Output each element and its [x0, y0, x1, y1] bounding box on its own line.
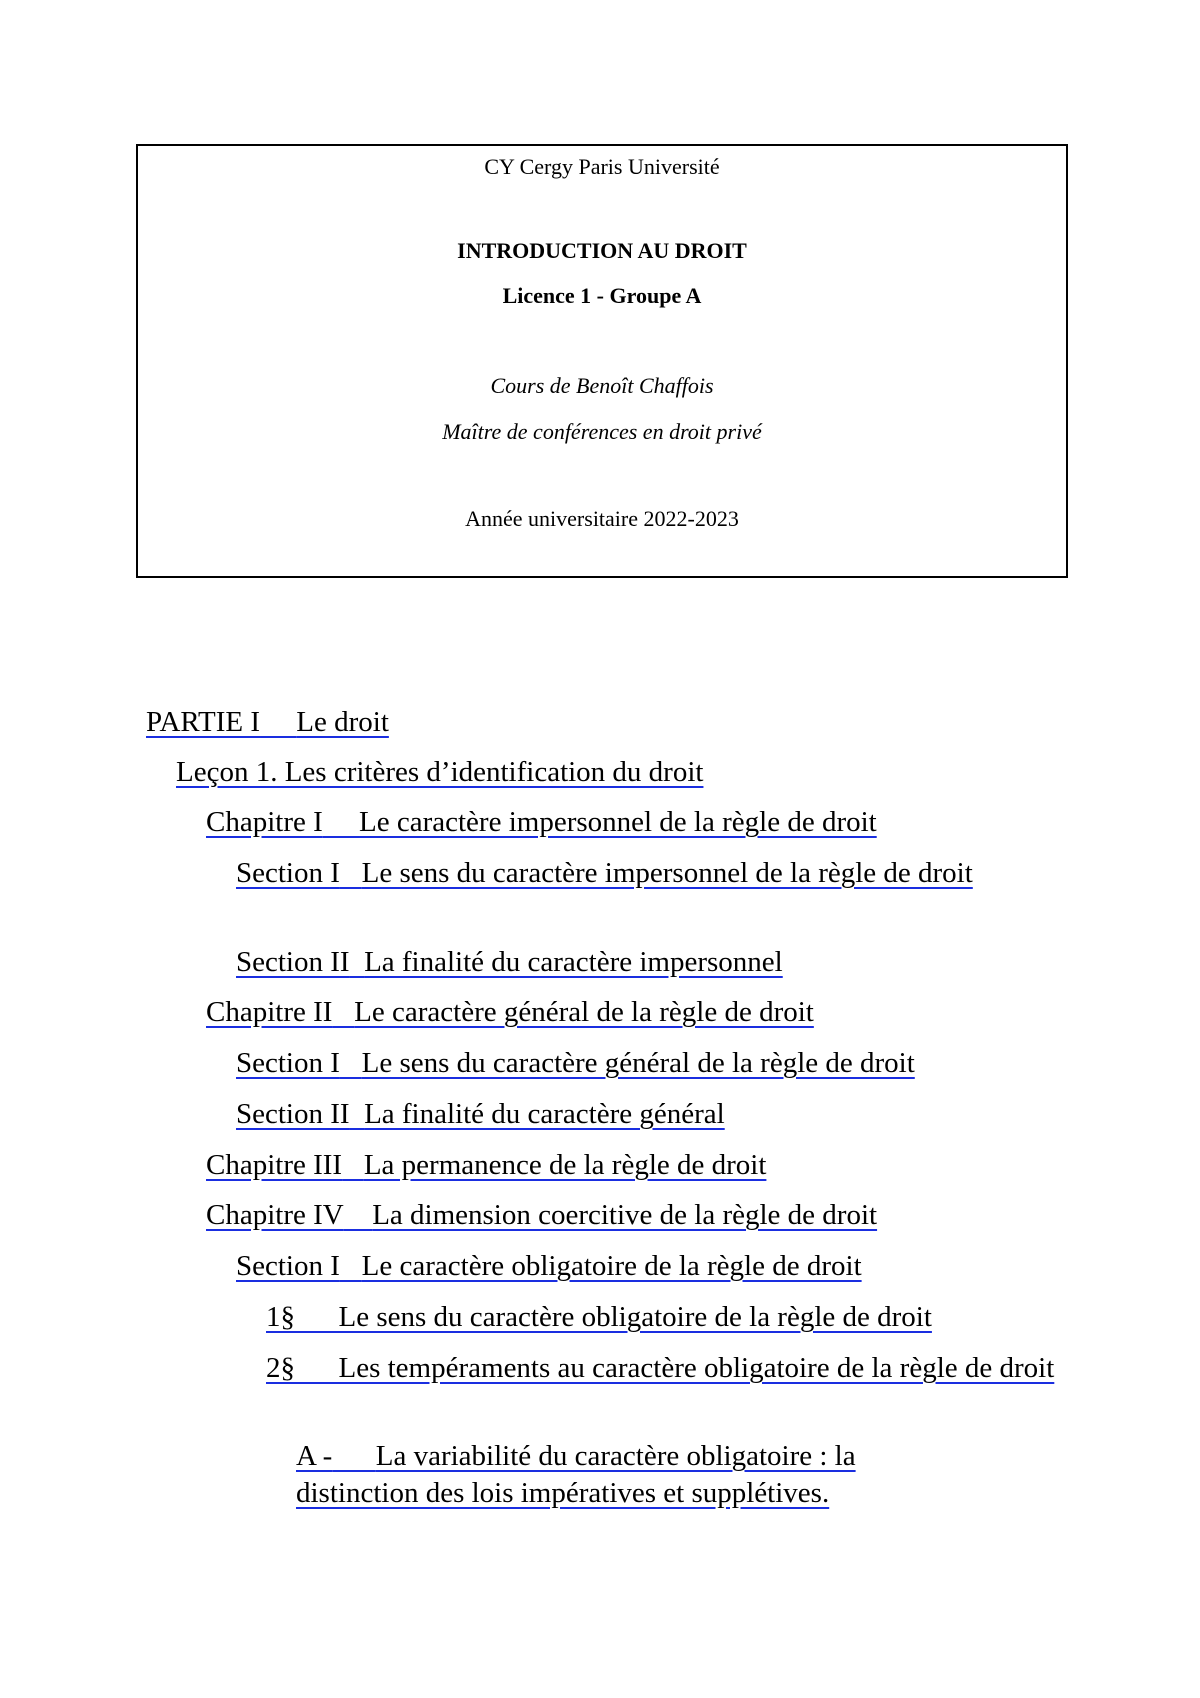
toc-entry-section: [236, 1045, 1056, 1082]
toc-entry-chapitre: [206, 1197, 1056, 1234]
toc-link[interactable]: [236, 857, 973, 889]
toc-entry-section: [236, 1096, 1036, 1133]
toc-title: Le caractère général de la règle de droit: [354, 996, 814, 1028]
toc-entry-chapitre: [206, 1147, 1056, 1184]
lecturer-role: Maître de conférences en droit privé: [442, 419, 762, 444]
toc-number: Chapitre III: [206, 1149, 343, 1181]
toc-title: Le sens du caractère impersonnel de la règle de droit: [361, 857, 973, 889]
toc-link[interactable]: [236, 1047, 915, 1079]
toc-title: La permanence de la règle de droit: [363, 1149, 767, 1181]
toc-title: Le droit: [296, 706, 389, 738]
toc-title: Les tempéraments au caractère obligatoire de la règle de droit: [338, 1352, 1055, 1384]
toc-number: 2§: [266, 1352, 295, 1384]
lecturer-name: Cours de Benoît Chaffois: [490, 373, 714, 398]
toc-entry-paragraph: [266, 1299, 1066, 1336]
toc-link[interactable]: [236, 1250, 862, 1282]
toc-entry-section: [236, 855, 1016, 892]
toc-link[interactable]: [236, 946, 783, 978]
toc-title: Le caractère impersonnel de la règle de droit: [359, 806, 877, 838]
university-name: CY Cergy Paris Université: [484, 154, 720, 179]
toc-number: Chapitre II: [206, 996, 333, 1028]
toc-number: 1§: [266, 1301, 295, 1333]
toc-entry-partie: [146, 704, 1046, 741]
toc-title: La dimension coercitive de la règle de droit: [372, 1199, 878, 1231]
title-box: [136, 144, 1068, 578]
toc-number: Section II: [236, 1098, 350, 1130]
course-title: INTRODUCTION AU DROIT: [457, 238, 747, 263]
toc-title: La finalité du caractère impersonnel: [364, 946, 783, 978]
toc-entry-chapitre: [206, 994, 1056, 1031]
toc-entry-lecon: [176, 754, 1076, 791]
toc-number: PARTIE I: [146, 706, 261, 738]
toc-entry-subparagraph: [296, 1438, 956, 1512]
toc-number: Section I: [236, 1047, 340, 1079]
toc-link[interactable]: [296, 1440, 856, 1509]
toc-entry-chapitre: [206, 804, 1056, 841]
toc-title: Le caractère obligatoire de la règle de droit: [361, 1250, 862, 1282]
toc-link[interactable]: [206, 1149, 766, 1181]
toc-title: La finalité du caractère général: [364, 1098, 725, 1130]
toc-link[interactable]: [206, 1199, 877, 1231]
toc-number: Section I: [236, 1250, 340, 1282]
toc-link[interactable]: [206, 996, 814, 1028]
toc-link[interactable]: [206, 806, 877, 838]
toc-number: A -: [296, 1440, 333, 1472]
toc-title: Leçon 1. Les critères d’identification du droit: [176, 756, 704, 788]
toc-link[interactable]: [266, 1352, 1054, 1384]
toc-number: Section II: [236, 946, 350, 978]
toc-title: La variabilité du caractère obligatoire : la distinction des lois impératives et supplétives.: [296, 1440, 856, 1509]
toc-entry-section: [236, 944, 1036, 981]
toc-entry-paragraph: [266, 1350, 1066, 1387]
group-label: Licence 1 - Groupe A: [502, 283, 702, 308]
toc-link[interactable]: [176, 756, 703, 788]
toc-link[interactable]: [236, 1098, 725, 1130]
toc-title: Le sens du caractère général de la règle de droit: [361, 1047, 915, 1079]
toc-number: Section I: [236, 857, 340, 889]
toc-link[interactable]: [266, 1301, 932, 1333]
toc-link[interactable]: [146, 706, 389, 738]
toc-title: Le sens du caractère obligatoire de la règle de droit: [338, 1301, 932, 1333]
toc-number: Chapitre I: [206, 806, 323, 838]
academic-year: Année universitaire 2022-2023: [465, 506, 739, 531]
toc-entry-section: [236, 1248, 1056, 1285]
toc-number: Chapitre IV: [206, 1199, 344, 1231]
